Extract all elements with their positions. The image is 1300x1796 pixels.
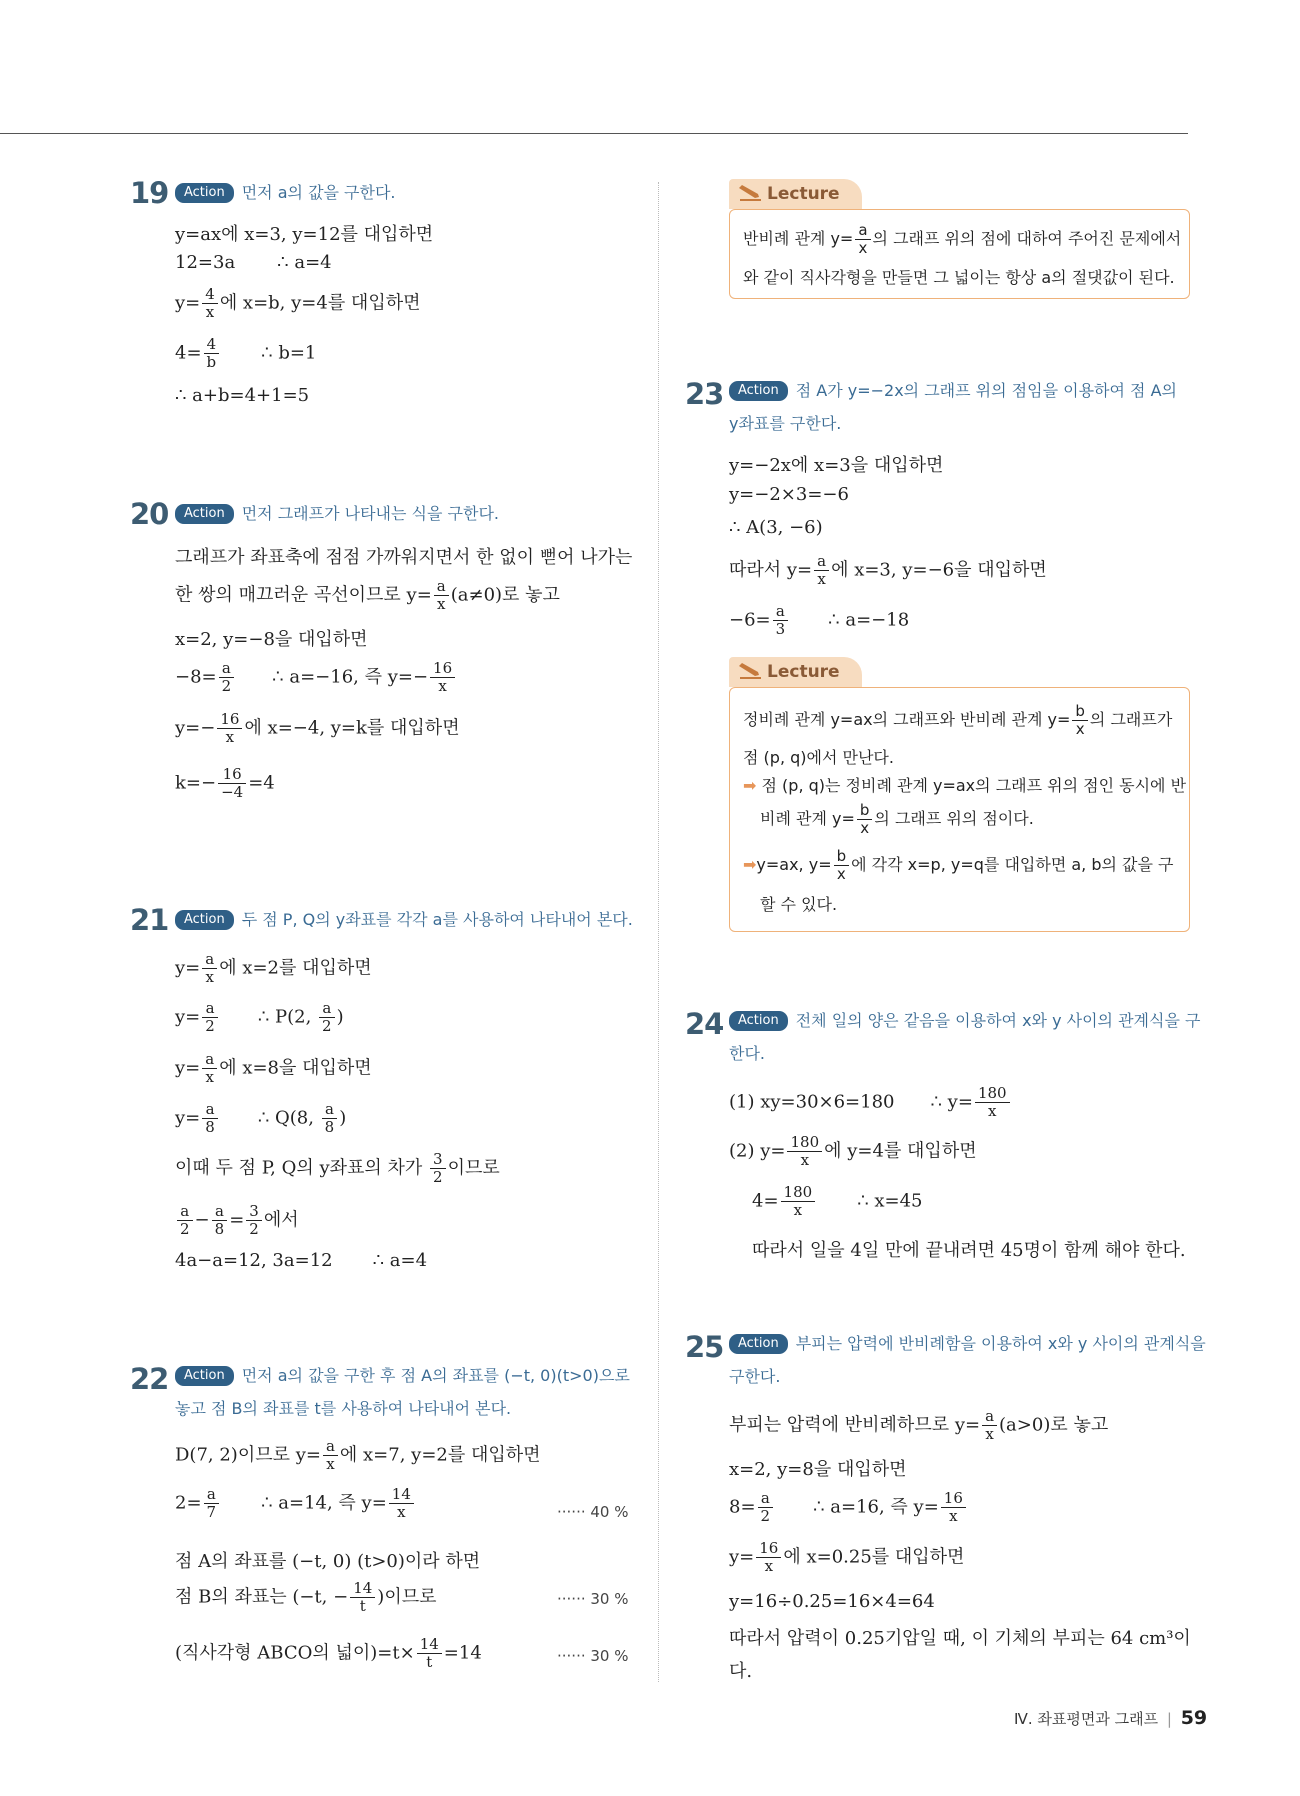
pencil-icon bbox=[737, 662, 763, 682]
solution-line: $\frac{a}{2}$ − $\frac{a}{8}$ = $\frac{3}{2}$ 에서 bbox=[175, 1203, 299, 1238]
solution-line: 따라서 y= $\frac{a}{x}$ 에 x=3, y=−6을 대입하면 bbox=[729, 552, 1047, 588]
fraction: $\frac{a}{x}$ bbox=[202, 951, 217, 986]
fraction: $\frac{a}{x}$ bbox=[814, 553, 829, 588]
solution-line: D(7, 2)이므로 y= $\frac{a}{x}$ 에 x=7, y=2를 대입하면 bbox=[175, 1437, 541, 1473]
lecture-label: Lecture bbox=[767, 184, 840, 204]
solution-line: (2) y= $\frac{180}{x}$ 에 y=4를 대입하면 bbox=[729, 1133, 977, 1169]
fraction: $\frac{a}{x}$ bbox=[855, 222, 870, 257]
action-hint bbox=[175, 1359, 630, 1392]
fraction: $\frac{180}{x}$ bbox=[781, 1184, 816, 1219]
page-number: 59 bbox=[1180, 1707, 1208, 1729]
page-footer bbox=[1014, 1707, 1207, 1729]
solution-line: x=2, y=−8을 대입하면 bbox=[175, 629, 368, 650]
fraction: $\frac{a}{8}$ bbox=[202, 1101, 218, 1136]
score-percent: ······ 30 % bbox=[557, 1647, 629, 1665]
fraction: $\frac{a}{x}$ bbox=[202, 1051, 217, 1086]
pencil-icon bbox=[737, 184, 763, 204]
solution-line: y= $\frac{16}{x}$ 에 x=0.25를 대입하면 bbox=[729, 1539, 965, 1575]
arrow-icon: ➡ bbox=[743, 776, 757, 795]
action-badge: Action bbox=[729, 1011, 788, 1031]
action-hint bbox=[175, 176, 396, 209]
problem-number: 19 bbox=[130, 176, 169, 210]
solution-line: 8= $\frac{a}{2}$ ∴ a=16, 즉 y= $\frac{16}{x}$ bbox=[729, 1490, 968, 1525]
solution-line: y=ax에 x=3, y=12를 대입하면 bbox=[175, 224, 434, 245]
action-text: 두 점 P, Q의 y좌표를 각각 a를 사용하여 나타내어 본다. bbox=[241, 910, 633, 929]
fraction: $\frac{a}{8}$ bbox=[212, 1203, 228, 1238]
solution-line: 점 B의 좌표는 (−t, − $\frac{14}{t}$ )이므로 bbox=[175, 1579, 437, 1615]
solution-line: y= $\frac{4}{x}$ 에 x=b, y=4를 대입하면 bbox=[175, 285, 421, 321]
fraction: $\frac{b}{x}$ bbox=[834, 848, 850, 883]
fraction: $\frac{180}{x}$ bbox=[787, 1134, 822, 1169]
solution-line: (1) xy=30×6=180 ∴ y= $\frac{180}{x}$ bbox=[729, 1085, 1012, 1120]
action-hint bbox=[729, 374, 1177, 407]
action-text: 점 A가 y=−2x의 그래프 위의 점임을 이용하여 점 A의 bbox=[795, 381, 1177, 400]
solution-line: y= $\frac{a}{x}$ 에 x=8을 대입하면 bbox=[175, 1050, 372, 1086]
solution-line: y=− $\frac{16}{x}$ 에 x=−4, y=k를 대입하면 bbox=[175, 710, 460, 746]
fraction: $\frac{b}{x}$ bbox=[1072, 703, 1088, 738]
lecture-label: Lecture bbox=[767, 662, 840, 682]
column-divider bbox=[658, 182, 659, 1682]
fraction: $\frac{16}{x}$ bbox=[430, 660, 455, 695]
solution-line: 4a−a=12, 3a=12 ∴ a=4 bbox=[175, 1250, 428, 1271]
lecture-line: 비례 관계 y= $\frac{b}{x}$ 의 그래프 위의 점이다. bbox=[760, 801, 1034, 837]
fraction: $\frac{16}{x}$ bbox=[756, 1540, 781, 1575]
solution-line: k=− $\frac{16}{-4}$ =4 bbox=[175, 765, 275, 801]
lecture-line: 와 같이 직사각형을 만들면 그 넓이는 항상 a의 절댓값이 된다. bbox=[743, 268, 1175, 287]
fraction: $\frac{a}{2}$ bbox=[319, 1000, 335, 1035]
fraction: $\frac{a}{x}$ bbox=[434, 578, 449, 613]
score-percent: ······ 30 % bbox=[557, 1590, 629, 1608]
fraction: $\frac{16}{-4}$ bbox=[218, 766, 246, 801]
solution-line: 그래프가 좌표축에 점점 가까워지면서 한 없이 뻗어 나가는 bbox=[175, 547, 633, 568]
fraction: $\frac{14}{x}$ bbox=[389, 1486, 414, 1521]
lecture-line: ➡y=ax, y= $\frac{b}{x}$ 에 각각 x=p, y=q를 대입하면 a, b의 값을 구 bbox=[743, 847, 1174, 883]
solution-line: 한 쌍의 매끄러운 곡선이므로 y= $\frac{a}{x}$ (a≠0)로 놓고 bbox=[175, 577, 560, 613]
solution-line: (직사각형 ABCO의 넓이)=t× $\frac{14}{t}$ =14 bbox=[175, 1635, 482, 1671]
problem-number: 25 bbox=[685, 1330, 724, 1364]
arrow-icon: ➡ bbox=[743, 855, 757, 874]
solution-line: −6= $\frac{a}{3}$ ∴ a=−18 bbox=[729, 602, 910, 638]
solution-line: 따라서 일을 4일 만에 끝내려면 45명이 함께 해야 한다. bbox=[752, 1240, 1186, 1261]
fraction: $\frac{a}{2}$ bbox=[758, 1490, 774, 1525]
action-hint bbox=[175, 903, 633, 936]
fraction: $\frac{a}{2}$ bbox=[202, 1000, 218, 1035]
solution-line: y= $\frac{a}{8}$ ∴ Q(8, $\frac{a}{8}$ ) bbox=[175, 1100, 347, 1136]
solution-line: −8= $\frac{a}{2}$ ∴ a=−16, 즉 y=− $\frac{16}{x}$ bbox=[175, 660, 457, 695]
action-hint bbox=[175, 497, 499, 530]
solution-line: 4= $\frac{180}{x}$ ∴ x=45 bbox=[752, 1183, 923, 1219]
action-hint-continued: 놓고 점 B의 좌표를 t를 사용하여 나타내어 본다. bbox=[175, 1399, 512, 1418]
solution-line: x=2, y=8을 대입하면 bbox=[729, 1459, 907, 1480]
fraction: $\frac{a}{x}$ bbox=[982, 1408, 997, 1443]
solution-line: 4= $\frac{4}{b}$ ∴ b=1 bbox=[175, 335, 317, 371]
action-text: 부피는 압력에 반비례함을 이용하여 x와 y 사이의 관계식을 bbox=[795, 1334, 1206, 1353]
lecture-line: 정비례 관계 y=ax의 그래프와 반비례 관계 y= $\frac{b}{x}$ 의 그래프가 bbox=[743, 702, 1173, 738]
solution-line: 부피는 압력에 반비례하므로 y= $\frac{a}{x}$ (a>0)로 놓고 bbox=[729, 1407, 1109, 1443]
fraction: $\frac{16}{x}$ bbox=[941, 1490, 966, 1525]
lecture-tab bbox=[729, 657, 862, 687]
action-hint bbox=[729, 1004, 1200, 1037]
action-badge: Action bbox=[729, 1334, 788, 1354]
solution-line: 12=3a ∴ a=4 bbox=[175, 252, 332, 273]
fraction: $\frac{4}{x}$ bbox=[202, 286, 218, 321]
fraction: $\frac{180}{x}$ bbox=[975, 1085, 1010, 1120]
action-badge: Action bbox=[729, 381, 788, 401]
action-text: 먼저 a의 값을 구한다. bbox=[241, 183, 396, 202]
fraction: $\frac{3}{2}$ bbox=[430, 1151, 446, 1186]
lecture-line: 할 수 있다. bbox=[760, 895, 838, 914]
action-text: 먼저 그래프가 나타내는 식을 구한다. bbox=[241, 504, 499, 523]
fraction: $\frac{4}{b}$ bbox=[204, 336, 220, 371]
lecture-line: 반비례 관계 y= $\frac{a}{x}$ 의 그래프 위의 점에 대하여 주어진 문제에서 bbox=[743, 221, 1182, 257]
fraction: $\frac{14}{t}$ bbox=[350, 1580, 375, 1615]
fraction: $\frac{a}{3}$ bbox=[773, 603, 789, 638]
action-hint-continued: y좌표를 구한다. bbox=[729, 414, 842, 433]
fraction: $\frac{14}{t}$ bbox=[417, 1636, 442, 1671]
solution-line: 따라서 압력이 0.25기압일 때, 이 기체의 부피는 64 cm³이 bbox=[729, 1628, 1191, 1649]
action-hint-continued: 한다. bbox=[729, 1044, 765, 1063]
action-badge: Action bbox=[175, 504, 234, 524]
fraction: $\frac{a}{8}$ bbox=[322, 1101, 338, 1136]
score-percent: ······ 40 % bbox=[557, 1503, 629, 1521]
lecture-line: ➡ 점 (p, q)는 정비례 관계 y=ax의 그래프 위의 점인 동시에 반 bbox=[743, 776, 1187, 795]
solution-line: y=−2x에 x=3을 대입하면 bbox=[729, 455, 944, 476]
solution-line: 점 A의 좌표를 (−t, 0) (t>0)이라 하면 bbox=[175, 1551, 481, 1572]
solution-line: 다. bbox=[729, 1661, 753, 1682]
problem-number: 20 bbox=[130, 497, 169, 531]
problem-number: 24 bbox=[685, 1007, 724, 1041]
top-rule bbox=[0, 133, 1188, 134]
fraction: $\frac{a}{2}$ bbox=[219, 660, 235, 695]
fraction: $\frac{a}{x}$ bbox=[323, 1438, 338, 1473]
solution-line: y=16÷0.25=16×4=64 bbox=[729, 1591, 935, 1612]
fraction: $\frac{16}{x}$ bbox=[217, 711, 242, 746]
solution-line: ∴ A(3, −6) bbox=[729, 517, 823, 538]
action-badge: Action bbox=[175, 910, 234, 930]
section-title: Ⅳ. 좌표평면과 그래프 bbox=[1014, 1710, 1159, 1728]
fraction: $\frac{3}{2}$ bbox=[246, 1203, 262, 1238]
action-text: 먼저 a의 값을 구한 후 점 A의 좌표를 (−t, 0)(t>0)으로 bbox=[241, 1366, 630, 1385]
solution-line: y= $\frac{a}{x}$ 에 x=2를 대입하면 bbox=[175, 950, 372, 986]
solution-line: y= $\frac{a}{2}$ ∴ P(2, $\frac{a}{2}$ ) bbox=[175, 999, 344, 1035]
solution-line: 2= $\frac{a}{7}$ ∴ a=14, 즉 y= $\frac{14}{x}$ bbox=[175, 1486, 416, 1521]
problem-number: 22 bbox=[130, 1362, 169, 1396]
solution-line: y=−2×3=−6 bbox=[729, 484, 849, 505]
fraction: $\frac{a}{7}$ bbox=[204, 1486, 220, 1521]
action-badge: Action bbox=[175, 1366, 234, 1386]
fraction: $\frac{a}{2}$ bbox=[177, 1203, 193, 1238]
problem-number: 21 bbox=[130, 903, 169, 937]
solution-line: ∴ a+b=4+1=5 bbox=[175, 385, 310, 406]
solution-line: 이때 두 점 P, Q의 y좌표의 차가 $\frac{3}{2}$ 이므로 bbox=[175, 1150, 500, 1186]
action-text: 전체 일의 양은 같음을 이용하여 x와 y 사이의 관계식을 구 bbox=[795, 1011, 1201, 1030]
lecture-tab bbox=[729, 179, 862, 209]
fraction: $\frac{b}{x}$ bbox=[857, 802, 873, 837]
action-badge: Action bbox=[175, 183, 234, 203]
action-hint-continued: 구한다. bbox=[729, 1367, 781, 1386]
problem-number: 23 bbox=[685, 377, 724, 411]
action-hint bbox=[729, 1327, 1206, 1360]
lecture-line: 점 (p, q)에서 만난다. bbox=[743, 748, 894, 767]
footer-separator: | bbox=[1166, 1710, 1172, 1728]
